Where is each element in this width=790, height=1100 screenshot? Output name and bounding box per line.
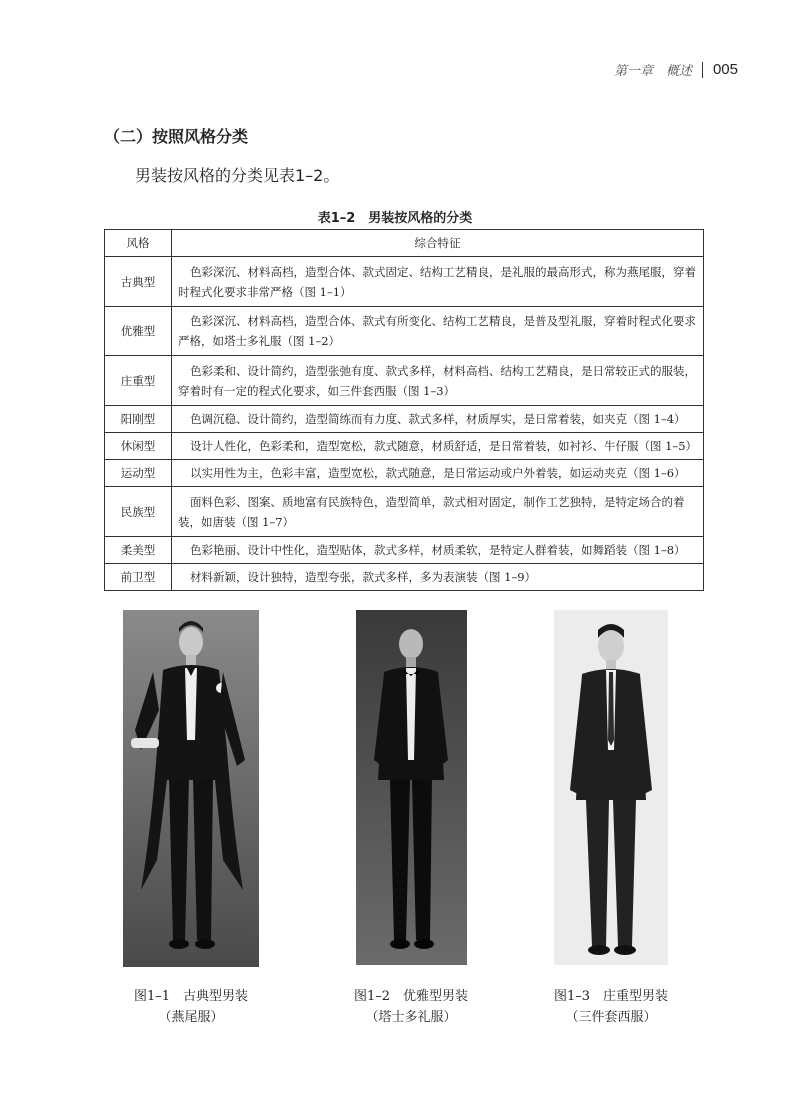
table-row [105, 356, 704, 406]
figure-tuxedo-photo [356, 610, 467, 965]
running-header [614, 60, 738, 79]
row-style-name: 优雅型 [105, 307, 172, 356]
figure-caption-title: 图1–3 庄重型男装 [553, 989, 669, 1004]
figure-three-piece-suit-photo [554, 610, 668, 965]
figure-caption-title: 图1–1 古典型男装 [133, 989, 249, 1004]
row-style-desc: 色调沉稳、设计简约，造型简练而有力度、款式多样，材质厚实，是日常着装，如夹克（图 1–4） [172, 406, 704, 433]
row-style-desc: 色彩艳丽、设计中性化，造型贴体，款式多样，材质柔软，是特定人群着装，如舞蹈装（图 1–8） [172, 537, 704, 564]
row-style-name: 民族型 [105, 487, 172, 537]
intro-paragraph: 男装按风格的分类见表1–2。 [135, 166, 340, 185]
row-style-desc: 面料色彩、图案、质地富有民族特色，造型简单，款式相对固定，制作工艺独特，是特定场合的着装，如唐装（图 1–7） [172, 487, 704, 537]
table-row [105, 433, 704, 460]
row-style-name: 运动型 [105, 460, 172, 487]
row-style-desc: 材料新颖，设计独特，造型夸张，款式多样，多为表演装（图 1–9） [172, 564, 704, 591]
table-header-row [105, 230, 704, 257]
figure-caption-subtitle: （塔士多礼服） [365, 1010, 457, 1025]
figure-caption-subtitle: （燕尾服） [158, 1010, 224, 1025]
figure-caption-subtitle: （三件套西服） [565, 1010, 657, 1025]
table-row [105, 537, 704, 564]
row-style-name: 阳刚型 [105, 406, 172, 433]
row-style-desc: 色彩深沉、材料高档，造型合体、款式有所变化、结构工艺精良，是普及型礼服，穿着时程式化要求严格，如塔士多礼服（图 1–2） [172, 307, 704, 356]
row-style-desc: 色彩深沉、材料高档，造型合体、款式固定、结构工艺精良，是礼服的最高形式，称为燕尾服，穿着时程式化要求非常严格（图 1–1） [172, 257, 704, 307]
table-row [105, 487, 704, 537]
row-style-name: 柔美型 [105, 537, 172, 564]
figure-tailcoat-photo [123, 610, 259, 967]
figure-caption [511, 986, 711, 1028]
figure-caption [91, 986, 291, 1028]
column-header-style: 风格 [105, 230, 172, 257]
table-row [105, 406, 704, 433]
row-style-desc: 设计人性化，色彩柔和，造型宽松，款式随意，材质舒适，是日常着装，如衬衫、牛仔服（图 1–5） [172, 433, 704, 460]
table-row [105, 307, 704, 356]
row-style-name: 古典型 [105, 257, 172, 307]
row-style-desc: 色彩柔和、设计简约，造型张弛有度、款式多样，材料高档、结构工艺精良，是日常较正式的服装，穿着时有一定的程式化要求，如三件套西服（图 1–3） [172, 356, 704, 406]
table-row [105, 460, 704, 487]
row-style-name: 休闲型 [105, 433, 172, 460]
row-style-name: 前卫型 [105, 564, 172, 591]
header-divider [702, 62, 703, 78]
table-row [105, 257, 704, 307]
column-header-features: 综合特征 [172, 230, 704, 257]
row-style-desc: 以实用性为主，色彩丰富，造型宽松，款式随意，是日常运动或户外着装，如运动夹克（图 1–6） [172, 460, 704, 487]
table-caption: 表1–2 男装按风格的分类 [317, 211, 473, 226]
section-title: （二）按照风格分类 [104, 127, 249, 146]
figure-caption [311, 986, 511, 1028]
table-row [105, 564, 704, 591]
style-classification-table [104, 229, 704, 591]
row-style-name: 庄重型 [105, 356, 172, 406]
chapter-title: 第一章 概述 [613, 64, 692, 79]
figure-caption-title: 图1–2 优雅型男装 [353, 989, 469, 1004]
page-number: 005 [712, 61, 738, 78]
